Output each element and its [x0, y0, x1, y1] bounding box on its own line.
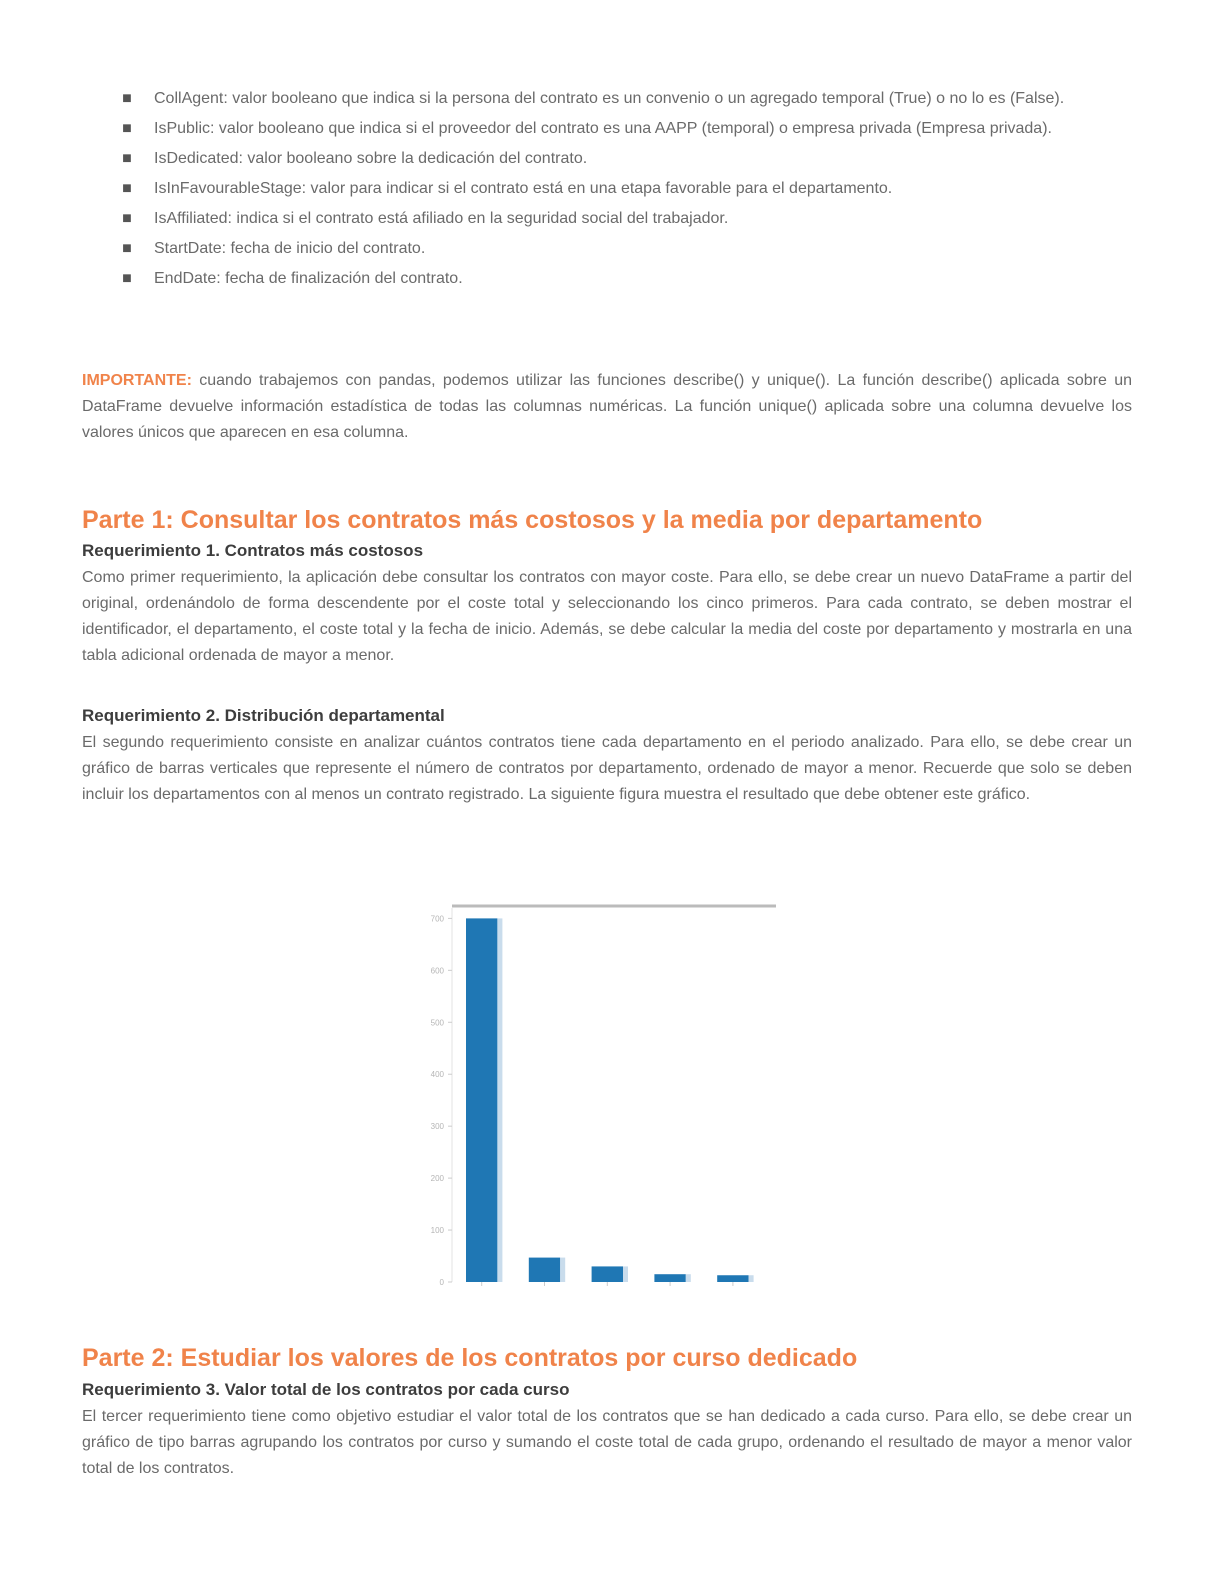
y-tick-label: 700: [430, 914, 444, 924]
bullet-icon: ■: [122, 270, 132, 287]
y-tick-label: 100: [430, 1226, 444, 1236]
list-item: [82, 146, 1132, 171]
bar: [654, 1274, 685, 1282]
note-label: IMPORTANTE:: [82, 372, 192, 389]
bar: [717, 1275, 748, 1282]
bar: [529, 1258, 560, 1282]
bullet-icon: ■: [122, 120, 132, 137]
bullet-icon: ■: [122, 150, 132, 167]
note-text: cuando trabajemos con pandas, podemos utilizar las funciones describe() y unique(). La función describe() aplicada sobre un DataFrame devuelve información estadística de todas las columnas numéricas. La función unique() aplicada sobre una columna devuelve los valores únicos que aparecen en esa columna.: [82, 372, 1132, 441]
list-item-text: StartDate: fecha de inicio del contrato.: [154, 240, 426, 257]
bar-chart: [400, 888, 800, 1348]
list-item: [82, 206, 1132, 231]
y-tick-label: 400: [430, 1070, 444, 1080]
important-note: [82, 368, 1132, 446]
list-item: [82, 266, 1132, 291]
bar-chart-svg: [400, 888, 800, 1348]
bar-shadow: [749, 1275, 754, 1282]
bar: [592, 1266, 623, 1282]
requirement-3-text: El tercer requerimiento tiene como objetivo estudiar el valor total de los contratos que se han dedicado a cada curso. Para ello, se debe crear un gráfico de tipo barras agrupando los contratos por curso y sumando el coste total de cada grupo, ordenando el resultado de mayor a menor valor total de los contratos.: [82, 1408, 1132, 1477]
list-item-text: IsInFavourableStage: valor para indicar si el contrato está en una etapa favorable para el departamento.: [154, 180, 893, 197]
field-description-list: [82, 86, 1132, 296]
section-title-1: Parte 1: Consultar los contratos más costosos y la media por departamento: [82, 506, 983, 534]
bar-shadow: [497, 918, 502, 1282]
list-item: [82, 116, 1132, 141]
bar-shadow: [560, 1258, 565, 1282]
y-tick-label: 500: [430, 1018, 444, 1028]
requirement-3-title: Requerimiento 3. Valor total de los contratos por cada curso: [82, 1380, 570, 1399]
y-tick-label: 600: [430, 966, 444, 976]
y-tick-label: 300: [430, 1122, 444, 1132]
y-tick-label: 0: [439, 1278, 444, 1287]
list-item-text: IsPublic: valor booleano que indica si el proveedor del contrato es una AAPP (temporal) o empresa privada (Empresa privada).: [154, 120, 1052, 137]
list-item-text: IsDedicated: valor booleano sobre la dedicación del contrato.: [154, 150, 588, 167]
requirement-2-title: Requerimiento 2. Distribución departamental: [82, 706, 445, 725]
list-item-text: IsAffiliated: indica si el contrato está afiliado en la seguridad social del trabajador.: [154, 210, 729, 227]
list-item-text: EndDate: fecha de finalización del contrato.: [154, 270, 463, 287]
bullet-icon: ■: [122, 240, 132, 257]
section-title-2: Parte 2: Estudiar los valores de los contratos por curso dedicado: [82, 1344, 858, 1372]
bullet-icon: ■: [122, 90, 132, 107]
list-item: [82, 176, 1132, 201]
bar-shadow: [686, 1274, 691, 1282]
requirement-1-title: Requerimiento 1. Contratos más costosos: [82, 541, 424, 560]
requirement-1-text: Como primer requerimiento, la aplicación debe consultar los contratos con mayor coste. Para ello, se debe crear un nuevo DataFrame a partir del original, ordenándolo de forma descendente por el coste total y seleccionando los cinco primeros. Para cada contrato, se deben mostrar el identificador, el departamento, el coste total y la fecha de inicio. Además, se debe calcular la media del coste por departamento y mostrarla en una tabla adicional ordenada de mayor a menor.: [82, 569, 1132, 664]
list-item-text: CollAgent: valor booleano que indica si la persona del contrato es un convenio o un agregado temporal (True) o no lo es (False).: [154, 90, 1065, 107]
bullet-icon: ■: [122, 210, 132, 227]
bar-shadow: [623, 1266, 628, 1282]
bar: [466, 918, 497, 1282]
y-tick-label: 200: [430, 1174, 444, 1184]
bullet-icon: ■: [122, 180, 132, 197]
list-item: [82, 86, 1132, 111]
requirement-2-text: El segundo requerimiento consiste en analizar cuántos contratos tiene cada departamento en el periodo analizado. Para ello, se debe crear un gráfico de barras verticales que represente el número de contratos por departamento, ordenado de mayor a menor. Recuerde que solo se deben incluir los departamentos con al menos un contrato registrado. La siguiente figura muestra el resultado que debe obtener este gráfico.: [82, 734, 1132, 803]
list-item: [82, 236, 1132, 261]
